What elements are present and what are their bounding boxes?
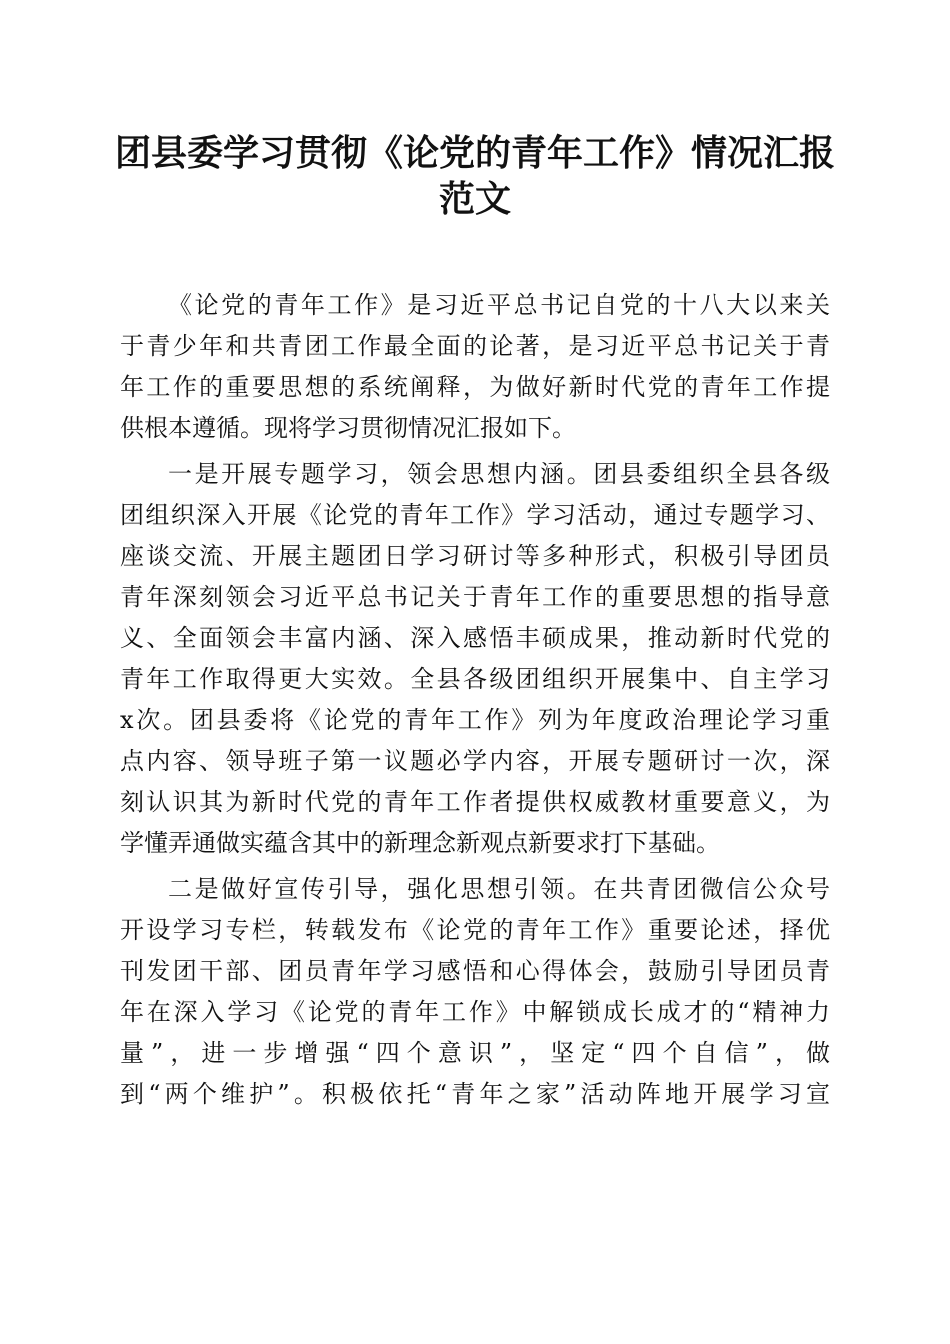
text-line: 点内容、领导班子第一议题必学内容，开展专题研讨一次，深 xyxy=(120,747,830,775)
paragraph-publicity xyxy=(120,869,830,1115)
text-line: 供根本遵循。现将学习贯彻情况汇报如下。 xyxy=(120,414,576,442)
text-line: x次。团县委将《论党的青年工作》列为年度政治理论学习重 xyxy=(120,706,830,734)
text-line: 《论党的青年工作》是习近平总书记自党的十八大以来关 xyxy=(168,291,830,319)
text-line: 二是做好宣传引导，强化思想引领。在共青团微信公众号 xyxy=(168,875,830,903)
text-line: 团组织深入开展《论党的青年工作》学习活动，通过专题学习、 xyxy=(120,501,830,529)
text-line: 青年深刻领会习近平总书记关于青年工作的重要思想的指导意 xyxy=(120,583,830,611)
document-title xyxy=(100,130,850,222)
text-line: 年在深入学习《论党的青年工作》中解锁成长成才的“精神力 xyxy=(120,998,830,1026)
paragraph-intro xyxy=(120,285,830,449)
text-line: 到“两个维护”。积极依托“青年之家”活动阵地开展学习宣 xyxy=(120,1080,830,1108)
paragraph-study xyxy=(120,454,830,864)
text-line: 刻认识其为新时代党的青年工作者提供权威教材重要意义，为 xyxy=(120,788,830,816)
document-body xyxy=(120,285,830,1120)
text-line: 于青少年和共青团工作最全面的论著，是习近平总书记关于青 xyxy=(120,332,830,360)
text-line: 青年工作取得更大实效。全县各级团组织开展集中、自主学习 xyxy=(120,665,830,693)
text-line: 量”，进一步增强“四个意识”，坚定“四个自信”，做 xyxy=(120,1039,830,1067)
title-line-1: 团县委学习贯彻《论党的青年工作》情况汇报 xyxy=(114,132,835,174)
title-line-2: 范文 xyxy=(438,178,511,220)
text-line: 座谈交流、开展主题团日学习研讨等多种形式，积极引导团员 xyxy=(120,542,830,570)
text-line: 刊发团干部、团员青年学习感悟和心得体会，鼓励引导团员青 xyxy=(120,957,830,985)
text-line: 学懂弄通做实蕴含其中的新理念新观点新要求打下基础。 xyxy=(120,829,720,857)
text-line: 一是开展专题学习，领会思想内涵。团县委组织全县各级 xyxy=(168,460,830,488)
text-line: 年工作的重要思想的系统阐释，为做好新时代党的青年工作提 xyxy=(120,373,830,401)
text-line: 义、全面领会丰富内涵、深入感悟丰硕成果，推动新时代党的 xyxy=(120,624,830,652)
text-line: 开设学习专栏，转载发布《论党的青年工作》重要论述，择优 xyxy=(120,916,830,944)
